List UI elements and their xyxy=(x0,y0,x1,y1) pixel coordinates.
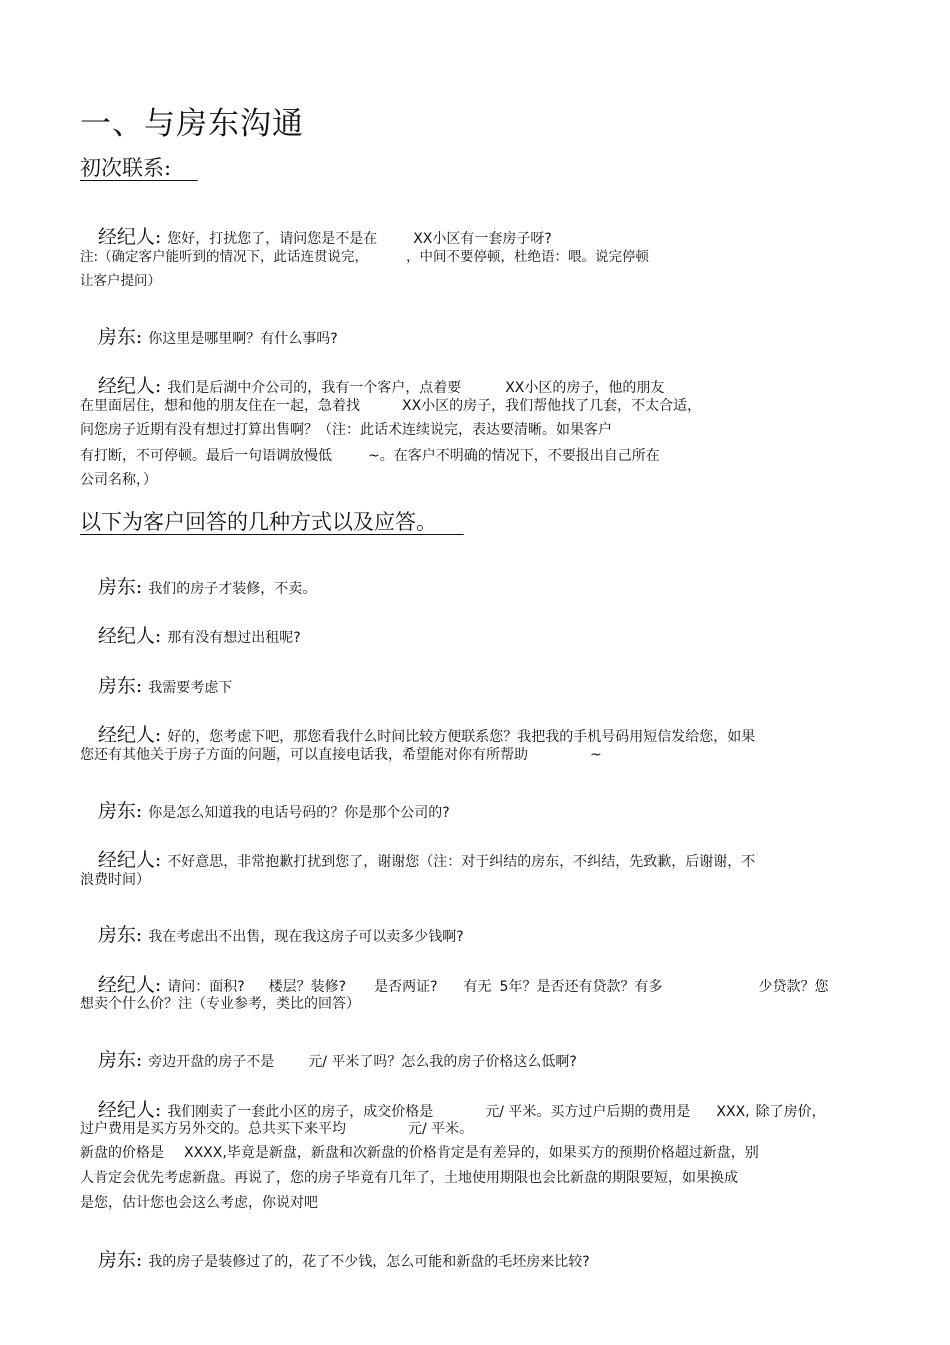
text-line: 新盘的价格是 XXXX,毕竟是新盘，新盘和次新盘的价格肯定是有差异的，如果买方的预期价格超过新盘，别 xyxy=(80,1145,759,1161)
section-heading-first-contact: 初次联系: xyxy=(80,156,172,180)
dialogue-owner-2: 房东: 我们的房子才装修，不卖。 xyxy=(97,576,317,598)
speaker-agent: 经纪人: xyxy=(97,849,162,871)
text-line: 过户费用是买方另外交的。总共买下来平均 元/ 平米。 xyxy=(80,1121,474,1137)
text-line: 浪费时间） xyxy=(80,872,150,888)
text-line: 人肯定会优先考虑新盘。再说了，您的房子毕竟有几年了，土地使用期限也会比新盘的期限要短，如果换成 xyxy=(80,1170,738,1186)
speaker-agent: 经纪人: xyxy=(97,226,162,248)
speaker-agent: 经纪人: xyxy=(97,974,162,996)
speaker-owner: 房东: xyxy=(97,1049,143,1071)
speaker-agent: 经纪人: xyxy=(97,375,162,397)
text-line: 您还有其他关于房子方面的问题，可以直接电话我，希望能对你有所帮助 ~ xyxy=(80,747,602,763)
dialogue-agent-3: 经纪人: 那有没有想过出租呢? xyxy=(97,625,301,647)
speaker-owner: 房东: xyxy=(97,675,143,697)
dialogue-agent-4: 经纪人: 好的，您考虑下吧，那您看我什么时间比较方便联系您？我把我的手机号码用短信发给您，如果 xyxy=(97,724,756,746)
section-heading-responses: 以下为客户回答的几种方式以及应答。 xyxy=(80,510,437,534)
note-line: 让客户提问） xyxy=(80,273,161,289)
speaker-owner: 房东: xyxy=(97,924,143,946)
speaker-agent: 经纪人: xyxy=(97,625,162,647)
dialogue-owner-1: 房东: 你这里是哪里啊？有什么事吗? xyxy=(97,326,338,348)
dialogue-owner-6: 房东: 旁边开盘的房子不是 元/ 平米了吗？怎么我的房子价格这么低啊? xyxy=(97,1049,577,1071)
speaker-agent: 经纪人: xyxy=(97,724,162,746)
text-line: 想卖个什么价？注（专业参考，类比的回答） xyxy=(80,996,360,1012)
dialogue-agent-7: 经纪人: 我们刚卖了一套此小区的房子，成交价格是 元/ 平米。买方过户后期的费用是 XXX, 除了房价， xyxy=(97,1099,826,1121)
dialogue-agent-1: 经纪人: 您好，打扰您了，请问您是不是在 XX小区有一套房子呀? xyxy=(97,226,552,248)
speaker-agent: 经纪人: xyxy=(97,1099,162,1121)
dialogue-agent-2: 经纪人: 我们是后湖中介公司的，我有一个客户，点着要 XX小区的房子，他的朋友 xyxy=(97,375,665,397)
text-line: 在里面居住，想和他的朋友住在一起，急着找 XX小区的房子，我们帮他找了几套，不太合适， xyxy=(80,398,702,414)
dialogue-agent-6: 经纪人: 请问：面积? 楼层？装修? 是否两证? 有无 5年？是否还有贷款？有多 少贷款？您 xyxy=(97,974,829,996)
dialogue-owner-7: 房东: 我的房子是装修过了的，花了不少钱，怎么可能和新盘的毛坯房来比较? xyxy=(97,1249,590,1271)
speaker-owner: 房东: xyxy=(97,576,143,598)
note-line: 注:（确定客户能听到的情况下，此话连贯说完， ，中间不要停顿，杜绝语：喂。说完停顿 xyxy=(80,249,650,265)
dialogue-owner-5: 房东: 我在考虑出不出售，现在我这房子可以卖多少钱啊? xyxy=(97,924,464,946)
speaker-owner: 房东: xyxy=(97,800,143,822)
speaker-owner: 房东: xyxy=(97,326,143,348)
dialogue-owner-4: 房东: 你是怎么知道我的电话号码的？你是那个公司的? xyxy=(97,800,450,822)
text-line: 问您房子近期有没有想过打算出售啊？（注：此话术连续说完，表达要清晰。如果客户 xyxy=(80,422,612,438)
speaker-owner: 房东: xyxy=(97,1249,143,1271)
page-title: 一、与房东沟通 xyxy=(80,106,304,142)
dialogue-owner-3: 房东: 我需要考虑下 xyxy=(97,675,233,697)
text-line: 有打断，不可停顿。最后一句语调放慢低 ~。在客户不明确的情况下，不要报出自己所在 xyxy=(80,448,660,464)
dialogue-agent-5: 经纪人: 不好意思，非常抱歉打扰到您了，谢谢您（注：对于纠结的房东，不纠结，先致歉，后谢谢，不 xyxy=(97,849,756,871)
text-line: 是您，估计您也会这么考虑，你说对吧 xyxy=(80,1195,318,1211)
text-line: 公司名称，） xyxy=(80,472,157,488)
